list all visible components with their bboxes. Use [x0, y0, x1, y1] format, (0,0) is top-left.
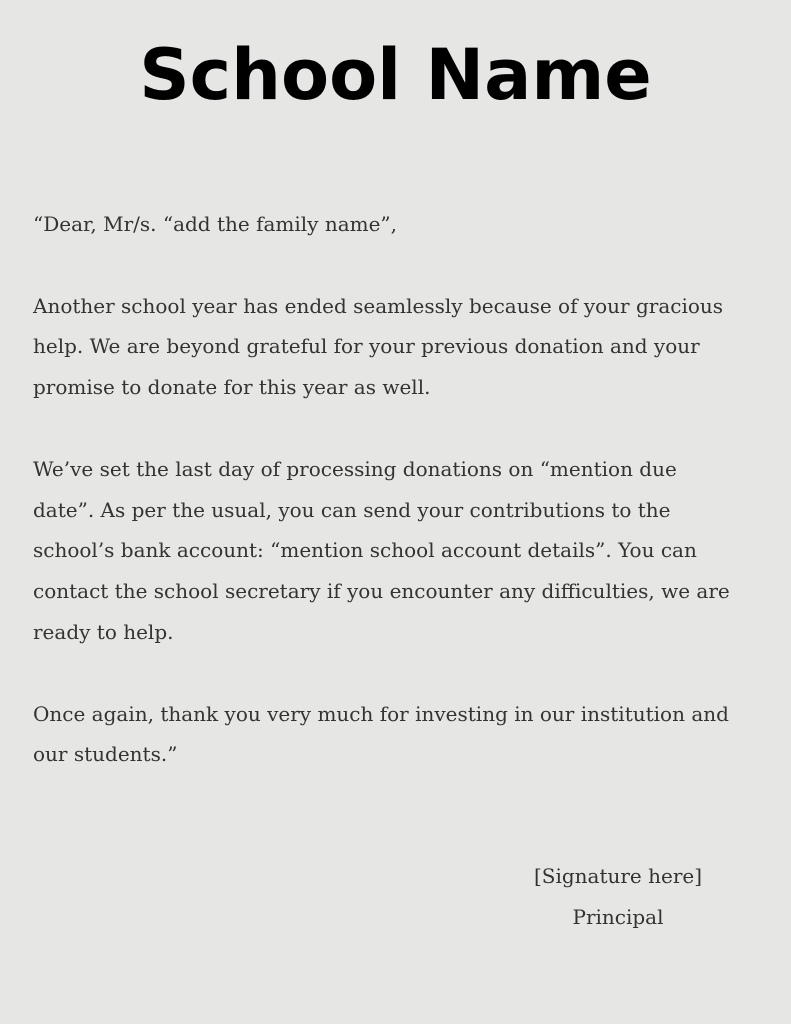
signature-placeholder: [Signature here]	[533, 864, 703, 888]
letter-paragraph-1: Another school year has ended seamlessly because of your gracious help. We are beyond grateful for your previous donation and your promise to donate for this year as well.	[33, 293, 724, 400]
school-name-heading: School Name	[139, 34, 652, 116]
letter-paragraph-3: Once again, thank you very much for investing in our institution and our students.”	[33, 701, 729, 767]
signature-block	[528, 856, 708, 938]
letter-paragraph-2: We’ve set the last day of processing donations on “mention due date”. As per the usual, you can send your contributions to the school’s bank account: “mention school account details”. You can contact the school secretary if you encounter any difficulties, we are ready to help.	[33, 456, 730, 644]
letter-body	[33, 204, 733, 816]
letter-salutation: “Dear, Mr/s. “add the family name”,	[33, 212, 398, 236]
signature-title: Principal	[572, 904, 664, 929]
